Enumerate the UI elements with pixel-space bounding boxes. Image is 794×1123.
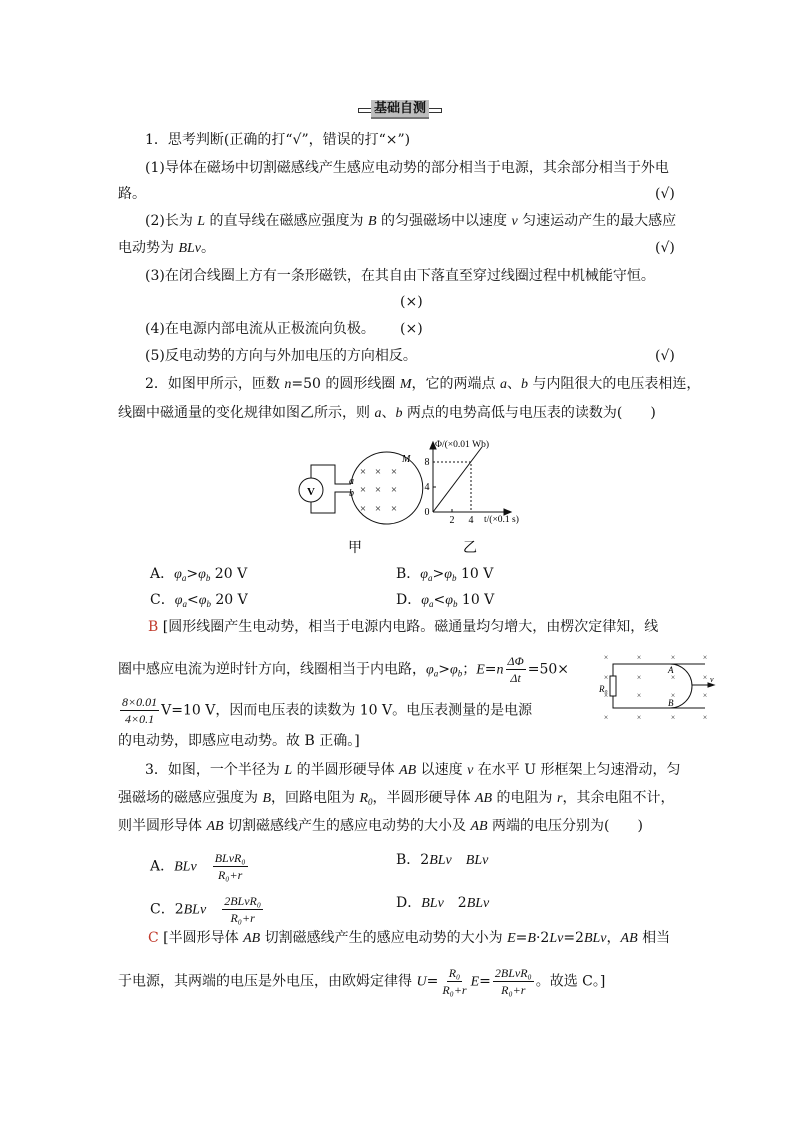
text-run xyxy=(206,902,220,918)
text-run: 的匀强磁场中以速度 xyxy=(376,213,512,229)
fraction-denominator: R₀+r xyxy=(217,868,243,882)
text-run: [半圆形导体 xyxy=(158,930,244,946)
text-run: (2)长为 xyxy=(145,213,198,229)
coil-m-label: M xyxy=(402,454,411,465)
text-run: 相当 xyxy=(637,930,671,946)
text-run: =2 xyxy=(563,930,584,946)
svg-text:×: × xyxy=(374,503,382,515)
math-subscript: a xyxy=(428,573,433,583)
text-run: 两端的电压分别为( ) xyxy=(487,818,643,834)
math-variable: b xyxy=(520,377,528,392)
u-frame-figure xyxy=(598,653,714,722)
x-axis-label: t/(×0.1 s) xyxy=(484,515,519,525)
math-variable: φ xyxy=(449,662,458,678)
text-run: 1．思考判断(正确的打“√”，错误的打“×”) xyxy=(145,132,411,148)
math-variable: φ xyxy=(445,593,453,608)
text-run: 3．如图，一个半径为 xyxy=(145,762,285,778)
math-subscript: b xyxy=(206,599,211,609)
math-subscript: a xyxy=(428,599,434,609)
text-run: 20 V xyxy=(210,566,248,582)
math-subscript: a xyxy=(181,573,187,583)
point-B-label: B xyxy=(668,698,674,708)
math-subscript: b xyxy=(452,573,457,583)
fraction-numerator: ΔΦ xyxy=(507,654,524,668)
svg-text:×: × xyxy=(670,713,676,722)
svg-text:×: × xyxy=(702,713,708,722)
point-b-label: b xyxy=(349,488,354,499)
math-variable: L xyxy=(284,763,293,778)
q1-mark-3: (×) xyxy=(400,294,423,310)
math-variable: AB xyxy=(399,763,417,778)
q1-mark-4: (×) xyxy=(400,321,423,337)
svg-text:×: × xyxy=(702,673,708,682)
q2-option-a xyxy=(150,564,247,584)
text-run: B． xyxy=(396,566,421,582)
svg-text:×: × xyxy=(670,653,676,662)
math-variable: a xyxy=(499,377,507,392)
text-run: 强磁场的磁感应强度为 xyxy=(118,790,263,806)
velocity-label: v xyxy=(710,675,714,684)
text-run: 路。 xyxy=(118,186,146,202)
y-axis-label: Φ/(×0.01 Wb) xyxy=(435,440,489,450)
voltmeter-label: V xyxy=(307,486,315,498)
svg-text:×: × xyxy=(603,673,609,682)
svg-text:×: × xyxy=(636,713,642,722)
svg-text:×: × xyxy=(359,484,367,496)
text-run: = xyxy=(479,973,491,990)
q3-answer-text xyxy=(159,930,670,946)
svg-text:×: × xyxy=(390,466,398,478)
svg-text:×: × xyxy=(603,713,609,722)
text-run: A． xyxy=(150,858,175,875)
y-tick-label: 8 xyxy=(424,457,430,468)
math-variable: n xyxy=(284,377,292,392)
math-variable: AB xyxy=(620,931,638,946)
math-variable: BLv xyxy=(465,853,489,868)
svg-text:×: × xyxy=(636,653,642,662)
q3-answer-letter: C xyxy=(148,930,159,946)
text-run: ，回路电阻为 xyxy=(271,790,360,806)
math-variable: BLv xyxy=(429,853,452,868)
q2-answer-text xyxy=(158,619,658,635)
math-fraction xyxy=(222,893,263,926)
text-run: C． xyxy=(150,592,175,608)
text-run: 的直导线在磁感应强度为 xyxy=(205,213,368,229)
q3-stem-3 xyxy=(118,816,643,836)
math-variable: L xyxy=(197,214,206,229)
x-tick-label: 4 xyxy=(468,515,474,526)
math-variable: E xyxy=(507,931,516,946)
text-run: 与内阻很大的电压表相连， xyxy=(527,376,701,392)
text-run: 则半圆形导体 xyxy=(118,818,207,834)
math-variable: v xyxy=(511,214,518,229)
q2-answer-line-4 xyxy=(118,731,360,751)
q3-answer-line-1 xyxy=(148,928,670,948)
text-run: ，其余电阻不计， xyxy=(562,790,675,806)
math-subscript: a xyxy=(433,668,439,679)
wire-bottom xyxy=(311,492,351,513)
text-run: 的半圆形硬导体 xyxy=(292,762,400,778)
fraction-numerator: 8×0.01 xyxy=(122,695,158,709)
fraction-denominator: R₀+r xyxy=(442,983,467,997)
text-run: ·2 xyxy=(535,930,550,946)
text-run: 10 V xyxy=(457,592,495,608)
resistor-r0 xyxy=(610,676,616,696)
text-run: = xyxy=(484,661,497,678)
math-variable: M xyxy=(399,377,412,392)
text-run: ， xyxy=(606,930,621,946)
fraction-denominator: Δt xyxy=(510,671,521,685)
svg-text:×: × xyxy=(670,691,676,700)
math-variable: φ xyxy=(420,567,429,582)
q3-option-c xyxy=(150,893,265,925)
text-run: 切割磁感线产生的感应电动势的大小为 xyxy=(260,930,508,946)
math-variable: E xyxy=(476,662,485,678)
fraction-denominator: 4×0.1 xyxy=(125,712,155,726)
math-variable: BLv xyxy=(466,896,490,911)
fraction-numerator: 2BLvR₀ xyxy=(494,966,532,980)
math-variable: B xyxy=(527,931,536,946)
q3-stem-2 xyxy=(118,788,674,808)
text-run: > xyxy=(186,566,199,582)
svg-text:×: × xyxy=(603,691,609,700)
point-a-label: a xyxy=(349,476,354,487)
field-crosses xyxy=(360,466,397,515)
svg-text:×: × xyxy=(374,484,382,496)
math-variable: φ xyxy=(174,567,182,582)
text-run: 于电源，其两端的电压是外电压，由欧姆定律得 xyxy=(118,973,417,990)
text-run: D． xyxy=(396,895,422,911)
text-run: 线圈中磁通量的变化规律如图乙所示，则 xyxy=(118,405,375,421)
svg-text:×: × xyxy=(359,503,367,515)
math-variable: BLv xyxy=(183,902,207,918)
math-variable: φ xyxy=(444,567,453,582)
text-run xyxy=(197,859,211,875)
text-run: B．2 xyxy=(396,852,430,868)
q2-answer-line-1 xyxy=(148,617,658,637)
text-run: < xyxy=(433,592,446,608)
text-run: > xyxy=(432,566,445,582)
u-frame-diagram xyxy=(610,664,714,708)
section-title: 基础自测 xyxy=(371,100,429,119)
text-run: 。故选 C。] xyxy=(535,973,606,990)
text-run: ，它的两端点 xyxy=(411,376,500,392)
svg-text:×: × xyxy=(603,653,609,662)
text-run: 20 V xyxy=(210,592,248,608)
svg-text:×: × xyxy=(359,466,367,478)
math-fraction xyxy=(120,694,159,727)
math-variable: φ xyxy=(421,593,429,608)
wire-top xyxy=(311,465,351,484)
svg-text:×: × xyxy=(702,653,708,662)
text-run: 以速度 xyxy=(416,762,468,778)
text-run: 匀速运动产生的最大感应 xyxy=(517,213,677,229)
r0-label: R₀ xyxy=(599,684,608,694)
q3-answer-line-2 xyxy=(118,965,606,997)
svg-text:×: × xyxy=(636,691,642,700)
math-variable: AB xyxy=(206,819,224,834)
text-run: 切割磁感线产生的感应电动势的大小及 xyxy=(223,818,471,834)
flux-line xyxy=(433,447,482,512)
math-fraction xyxy=(440,965,468,998)
svg-text:×: × xyxy=(390,503,398,515)
q2-answer-letter: B xyxy=(148,619,159,635)
q1-mark-2: (√) xyxy=(655,240,675,256)
text-run: 2 xyxy=(443,895,467,911)
math-fraction xyxy=(506,653,526,686)
math-variable: BLv xyxy=(178,241,202,256)
fraction-denominator: R₀+r xyxy=(230,911,255,925)
fraction-numerator: 2BLvR₀ xyxy=(224,894,262,908)
text-run: [圆形线圈产生电动势，相当于电源内电路。磁通量均匀增大，由楞次定律知，线 xyxy=(158,619,659,635)
svg-text:×: × xyxy=(670,673,676,682)
math-variable: AB xyxy=(470,819,488,834)
u-frame-rails xyxy=(613,664,705,708)
math-subscript: a xyxy=(182,599,187,609)
math-variable: AB xyxy=(243,931,261,946)
fraction-numerator: BLvR₀ xyxy=(214,851,246,865)
fraction-numerator: R₀ xyxy=(448,966,461,980)
math-variable: φ xyxy=(198,567,206,582)
text-run: 10 V xyxy=(456,566,494,582)
text-run: 2．如图甲所示，匝数 xyxy=(145,376,285,392)
y-tick-label: 0 xyxy=(424,507,430,518)
math-variable: U xyxy=(416,974,427,990)
text-run: 、 xyxy=(506,376,521,392)
text-run: 在水平 U 形框架上匀速滑动，匀 xyxy=(473,762,681,778)
math-variable: B xyxy=(262,791,272,806)
text-run: D． xyxy=(396,592,422,608)
svg-text:×: × xyxy=(636,673,642,682)
math-variable: B xyxy=(367,214,377,229)
text-run: ，半圆形硬导体 xyxy=(372,790,475,806)
q2-option-c xyxy=(150,590,248,610)
math-variable: AB xyxy=(474,791,493,806)
text-run: 。 xyxy=(201,240,216,256)
math-variable: φ xyxy=(426,662,434,678)
text-run: = xyxy=(515,930,528,946)
math-fraction xyxy=(213,850,248,883)
math-variable: a xyxy=(374,406,382,421)
text-run: (3)在闭合线圈上方有一条形磁铁，在其自由下落直至穿过线圈过程中机械能守恒。 xyxy=(145,268,655,284)
text-run: > xyxy=(438,661,450,678)
q3-option-b xyxy=(396,850,488,870)
math-variable: E xyxy=(470,974,480,990)
math-subscript: b xyxy=(205,573,211,583)
y-tick-label: 4 xyxy=(424,482,430,493)
text-run: 的电阻为 xyxy=(492,790,557,806)
text-run: 的电动势，即感应电动势。故 B 正确。] xyxy=(118,733,360,749)
math-variable: φ xyxy=(198,593,207,608)
text-run: =50× xyxy=(527,661,569,678)
text-run: 两点的电势高低与电压表的读数为( ) xyxy=(402,405,656,421)
q3-option-a xyxy=(150,850,250,882)
math-subscript: b xyxy=(452,599,458,609)
x-tick-label: 2 xyxy=(449,515,455,526)
math-variable: v xyxy=(467,763,474,778)
math-variable: Lv xyxy=(549,931,564,946)
text-run: < xyxy=(186,592,199,608)
math-variable: b xyxy=(395,406,403,421)
text-run: ； xyxy=(462,661,477,678)
math-variable: φ xyxy=(174,593,183,608)
text-run: C．2 xyxy=(150,901,184,918)
text-run: 电动势为 xyxy=(118,240,179,256)
figure-yi-flux-graph xyxy=(430,442,511,515)
math-fraction xyxy=(493,965,534,998)
text-run: 、 xyxy=(381,405,396,421)
math-variable: r xyxy=(557,791,563,806)
text-run: (4)在电源内部电流从正极流向负极。 xyxy=(145,321,375,337)
q1-mark-5: (√) xyxy=(655,348,675,364)
q2-option-b xyxy=(396,564,493,584)
text-run: = xyxy=(426,973,439,990)
text-run: (5)反电动势的方向与外加电压的方向相反。 xyxy=(145,348,417,364)
math-variable: R xyxy=(359,791,369,806)
svg-text:×: × xyxy=(374,466,382,478)
math-variable: BLv xyxy=(174,859,197,875)
text-run xyxy=(452,852,466,868)
svg-text:×: × xyxy=(702,691,708,700)
math-variable: n xyxy=(496,662,504,678)
math-subscript: 0 xyxy=(368,797,373,807)
q3-stem-1 xyxy=(145,760,680,780)
q2-option-d xyxy=(396,590,494,610)
q3-option-d xyxy=(396,893,489,913)
text-run: (1)导体在磁场中切割磁感线产生感应电动势的部分相当于电源，其余部分相当于外电 xyxy=(145,160,669,176)
fraction-denominator: R₀+r xyxy=(501,983,526,997)
svg-text:×: × xyxy=(390,484,398,496)
text-run: =50 的圆形线圈 xyxy=(291,376,400,392)
text-run: V=10 V，因而电压表的读数为 10 V。电压表测量的是电源 xyxy=(161,702,533,719)
math-subscript: b xyxy=(457,668,463,679)
point-A-label: A xyxy=(668,665,674,675)
text-run: 圈中感应电流为逆时针方向，线圈相当于内电路， xyxy=(118,661,426,678)
q1-mark-1: (√) xyxy=(655,186,675,202)
text-run: A． xyxy=(150,566,175,582)
math-variable: BLv xyxy=(583,931,607,946)
math-variable: BLv xyxy=(421,896,444,911)
figure-yi-caption: 乙 xyxy=(463,541,477,556)
figure-jia-caption: 甲 xyxy=(348,541,362,556)
